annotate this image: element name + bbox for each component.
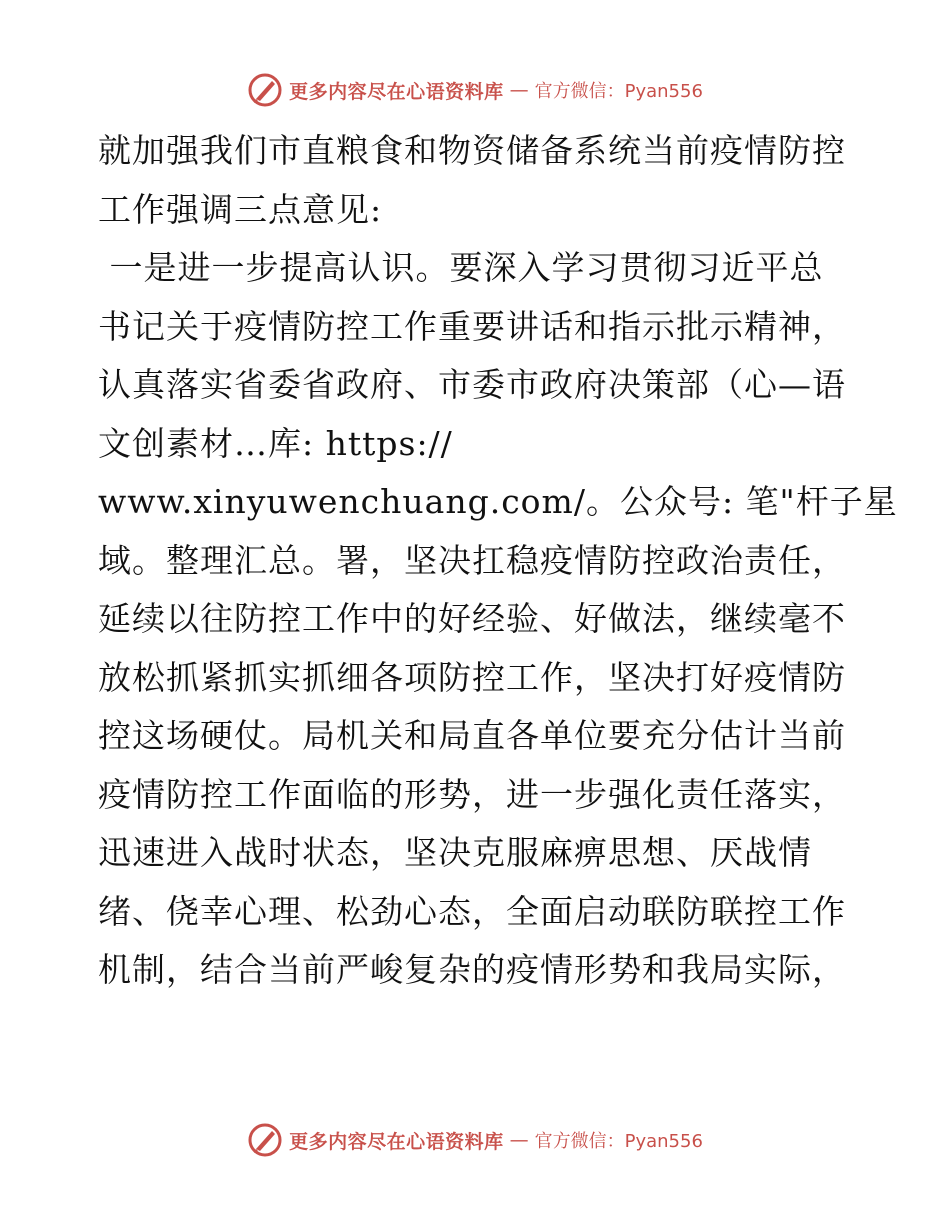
- header-watermark: [0, 70, 950, 110]
- text-line: 疫情防控工作面临的形势，进一步强化责任落实，: [98, 774, 846, 814]
- text-line: 迅速进入战时状态，坚决克服麻痹思想、厌战情: [98, 833, 812, 872]
- watermark-contact-text: 官方微信：Pyan556: [534, 1131, 703, 1152]
- text-line: 书记关于疫情防控工作重要讲话和指示批示精神，: [98, 306, 846, 346]
- footer-watermark: [0, 1120, 950, 1160]
- text-line: 延续以往防控工作中的好经验、好做法，继续毫不: [98, 599, 846, 638]
- text-line: 就加强我们市直粮食和物资储备系统当前疫情防控: [98, 131, 846, 170]
- text-line: 认真落实省委省政府、市委市政府决策部（心—语: [98, 365, 846, 404]
- watermark-dash: —: [509, 1129, 529, 1151]
- text-line: 工作强调三点意见:: [98, 189, 383, 229]
- watermark-contact-text: 官方微信：Pyan556: [534, 81, 703, 102]
- text-line: 放松抓紧抓实抓细各项防控工作，坚决打好疫情防: [98, 657, 846, 697]
- quill-logo-icon: [247, 72, 283, 108]
- watermark-brand-text: 更多内容尽在心语资料库: [289, 1130, 504, 1153]
- text-line: 绪、侥幸心理、松劲心态，全面启动联防联控工作: [98, 891, 846, 931]
- text-line: 文创素材…库: https://: [98, 423, 453, 463]
- document-body: [98, 121, 898, 999]
- text-line: 控这场硬仗。局机关和局直各单位要充分估计当前: [98, 716, 846, 755]
- watermark-dash: —: [509, 79, 529, 101]
- text-line: 域。整理汇总。署，坚决扛稳疫情防控政治责任，: [98, 540, 846, 580]
- quill-logo-icon: [247, 1122, 283, 1158]
- text-line: 一是进一步提高认识。要深入学习贯彻习近平总: [98, 248, 824, 287]
- text-line: www.xinyuwenchuang.com/。公众号: 笔"杆子星: [98, 482, 898, 521]
- watermark-brand-text: 更多内容尽在心语资料库: [289, 80, 504, 103]
- text-line: 机制，结合当前严峻复杂的疫情形势和我局实际，: [98, 950, 846, 989]
